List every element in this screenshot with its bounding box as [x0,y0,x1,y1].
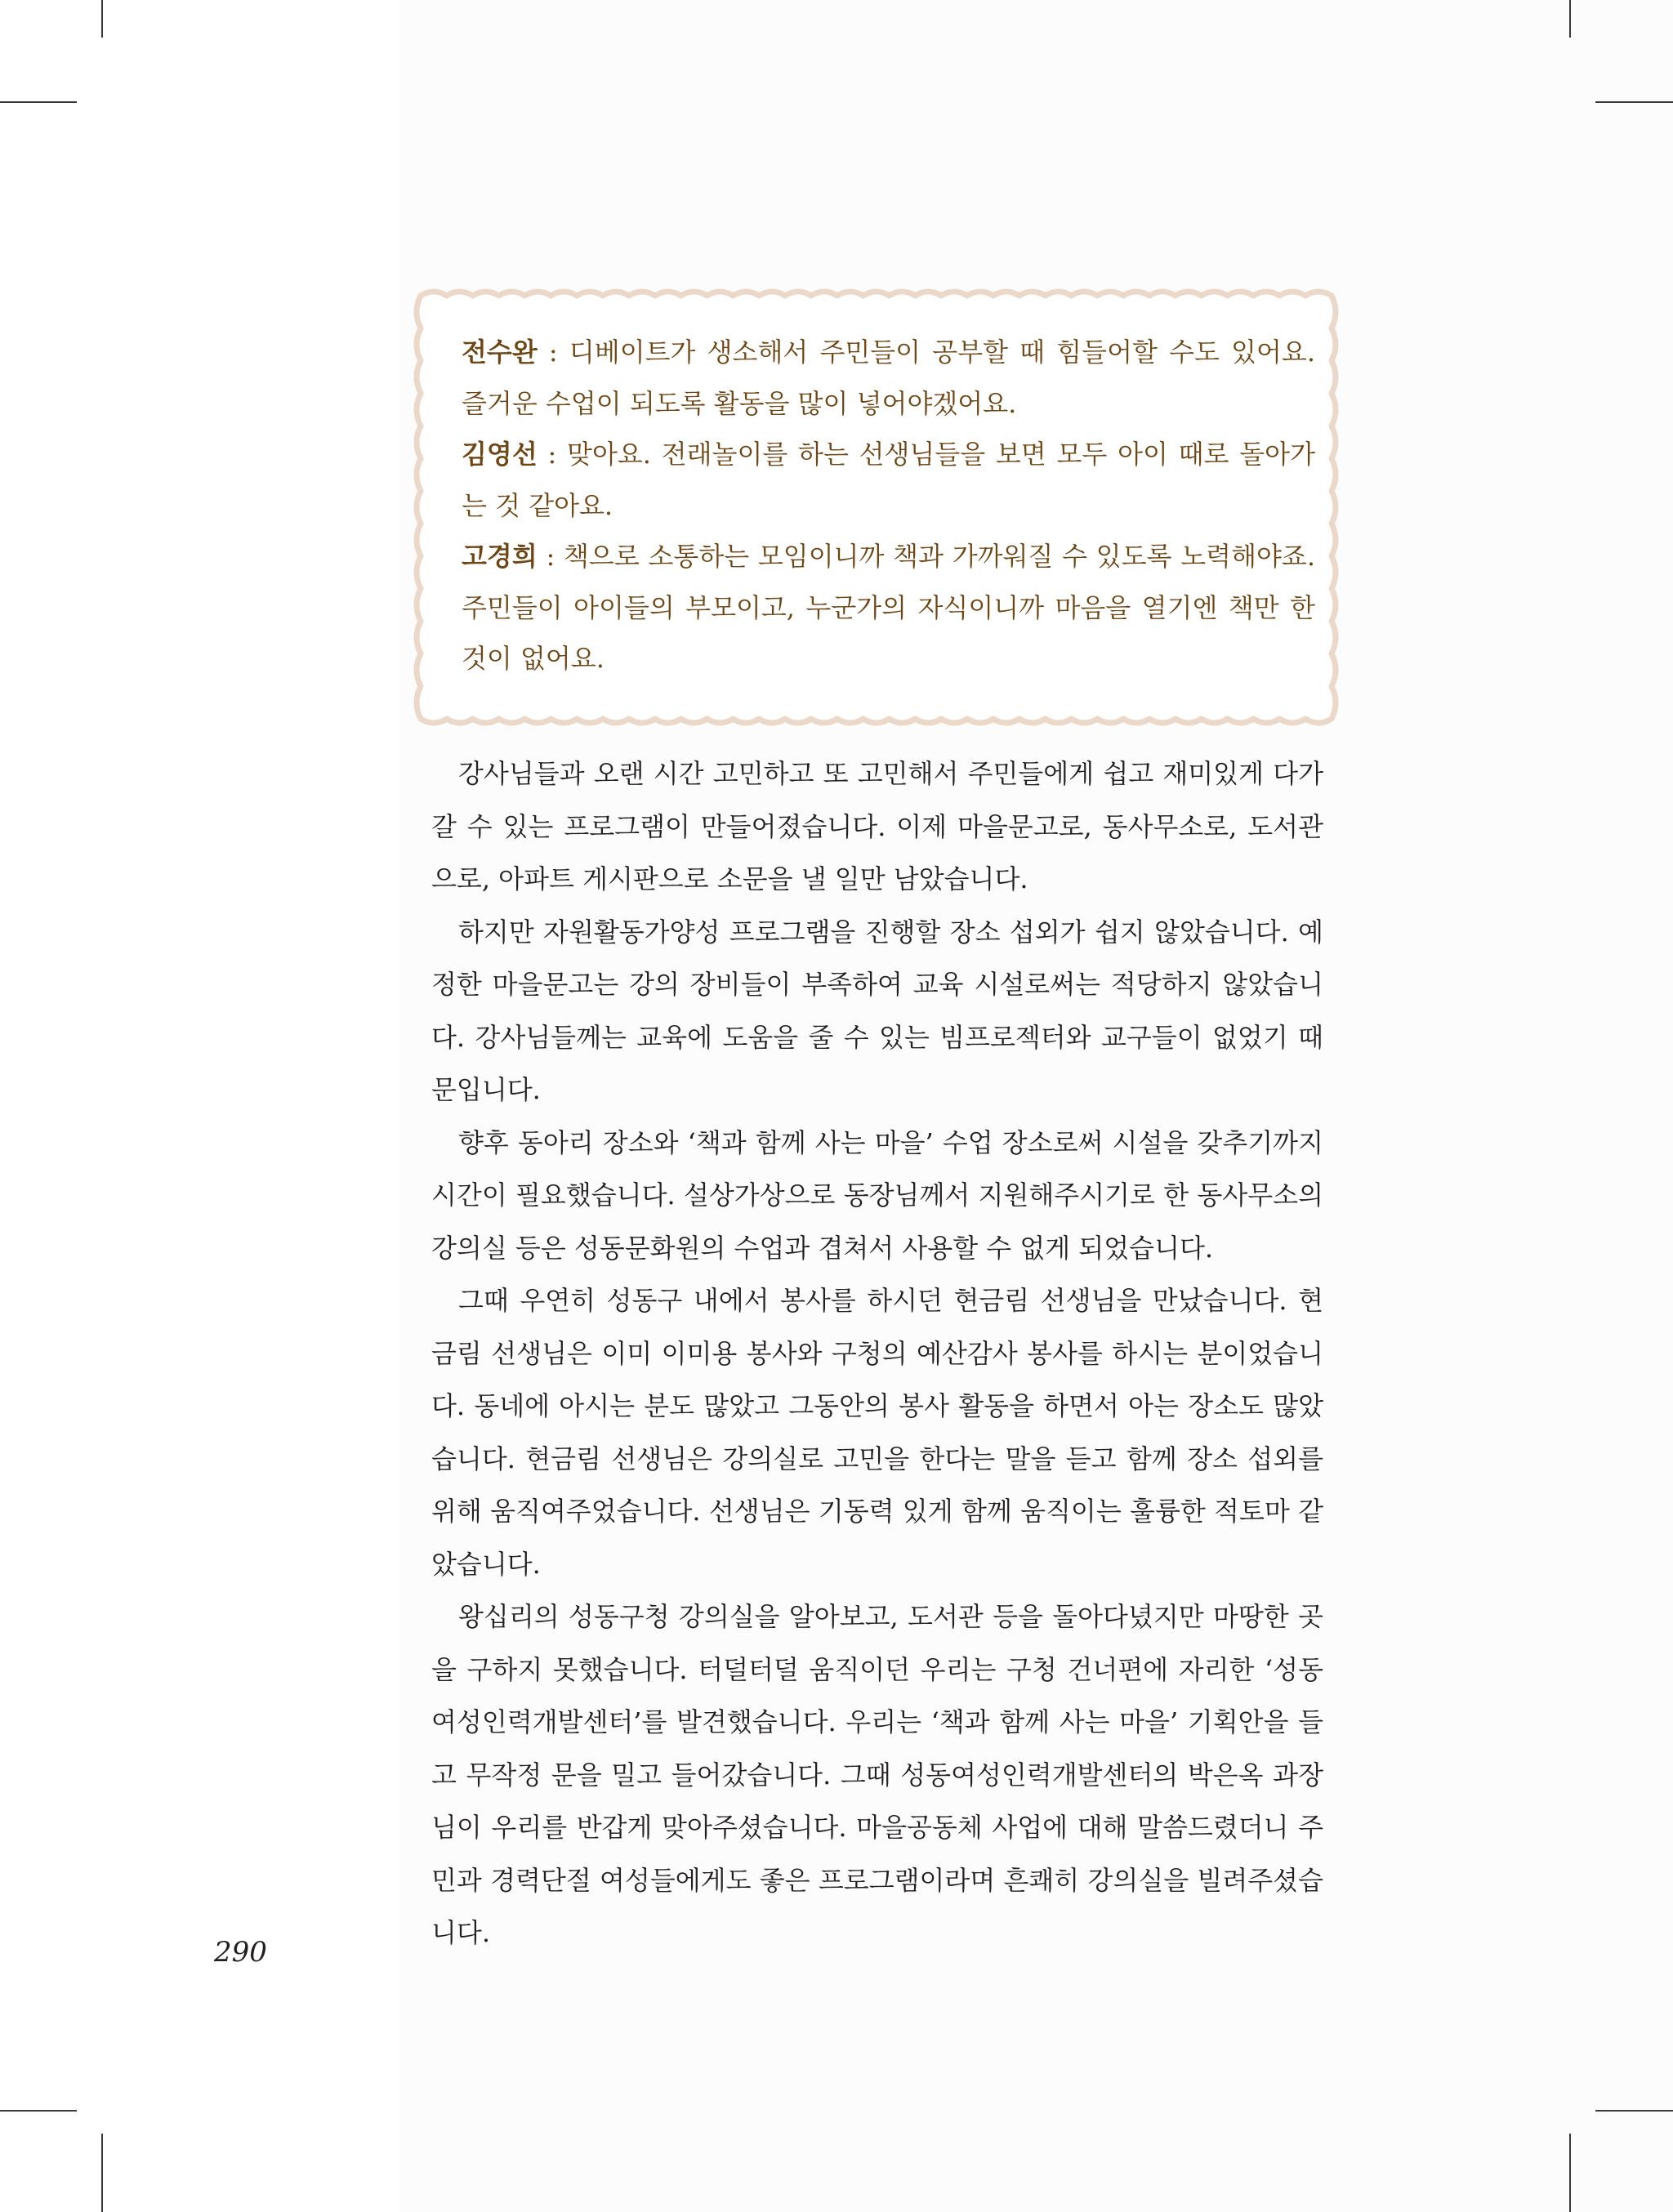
dialogue-box [462,327,1315,685]
page-number: 290 [214,1936,267,1969]
body-paragraph: 그때 우연히 성동구 내에서 봉사를 하시던 현금림 선생님을 만났습니다. 현금림 선생님은 이미 이미용 봉사와 구청의 예산감사 봉사를 하시는 분이었습니다. 동네에 아시는 분도 많았고 그동안의 봉사 활동을 하면서 아는 장소도 많았습니다. 현금림 선생님은 강의실로 고민을 한다는 말을 듣고 함께 장소 섭외를 위해 움직여주었습니다. 선생님은 기동력 있게 함께 움직이는 훌륭한 적토마 같았습니다. [431,1285,1323,1580]
body-paragraph: 왕십리의 성동구청 강의실을 알아보고, 도서관 등을 돌아다녔지만 마땅한 곳을 구하지 못했습니다. 터덜터덜 움직이던 우리는 구청 건너편에 자리한 ‘성동여성인력개발센터’를 발견했습니다. 우리는 ‘책과 함께 사는 마을’ 기획안을 들고 무작정 문을 밀고 들어갔습니다. 그때 성동여성인력개발센터의 박은옥 과장님이 우리를 반갑게 맞아주셨습니다. 마을공동체 사업에 대해 말씀드렸더니 주민과 경력단절 여성들에게도 좋은 프로그램이라며 흔쾌히 강의실을 빌려주셨습니다. [431,1601,1323,1948]
speaker-name: 고경희 [462,541,538,572]
dialogue-text: 책으로 소통하는 모임이니까 책과 가까워질 수 있도록 노력해야죠. 주민들이 아이들의 부모이고, 누군가의 자식이니까 마음을 열기엔 책만 한 것이 없어요. [462,541,1315,674]
speaker-name: 김영선 [462,439,538,470]
speaker-name: 전수완 [462,337,538,368]
dialogue-text: 맞아요. 전래놀이를 하는 선생님들을 보면 모두 아이 때로 돌아가는 것 같아요. [462,439,1315,521]
speaker-separator: : [537,439,568,470]
body-text [431,747,1323,1960]
speaker-separator: : [537,541,564,572]
body-paragraph: 향후 동아리 장소와 ‘책과 함께 사는 마을’ 수업 장소로써 시설을 갖추기까지 시간이 필요했습니다. 설상가상으로 동장님께서 지원해주시기로 한 동사무소의 강의실 등은 성동문화원의 수업과 겹쳐서 사용할 수 없게 되었습니다. [431,1126,1323,1264]
body-paragraph: 강사님들과 오랜 시간 고민하고 또 고민해서 주민들에게 쉽고 재미있게 다가갈 수 있는 프로그램이 만들어졌습니다. 이제 마을문고로, 동사무소로, 도서관으로, 아파트 게시판으로 소문을 낼 일만 남았습니다. [431,758,1323,894]
dialogue-text: 디베이트가 생소해서 주민들이 공부할 때 힘들어할 수도 있어요. 즐거운 수업이 되도록 활동을 많이 넣어야겠어요. [462,337,1316,419]
speaker-separator: : [537,337,569,368]
body-paragraph: 하지만 자원활동가양성 프로그램을 진행할 장소 섭외가 쉽지 않았습니다. 예정한 마을문고는 강의 장비들이 부족하여 교육 시설로써는 적당하지 않았습니다. 강사님들께는 교육에 도움을 줄 수 있는 빔프로젝터와 교구들이 없었기 때문입니다. [431,916,1323,1105]
dialogue-line-1 [462,327,1315,429]
dialogue-line-2 [462,429,1315,531]
dialogue-line-3 [462,531,1315,685]
